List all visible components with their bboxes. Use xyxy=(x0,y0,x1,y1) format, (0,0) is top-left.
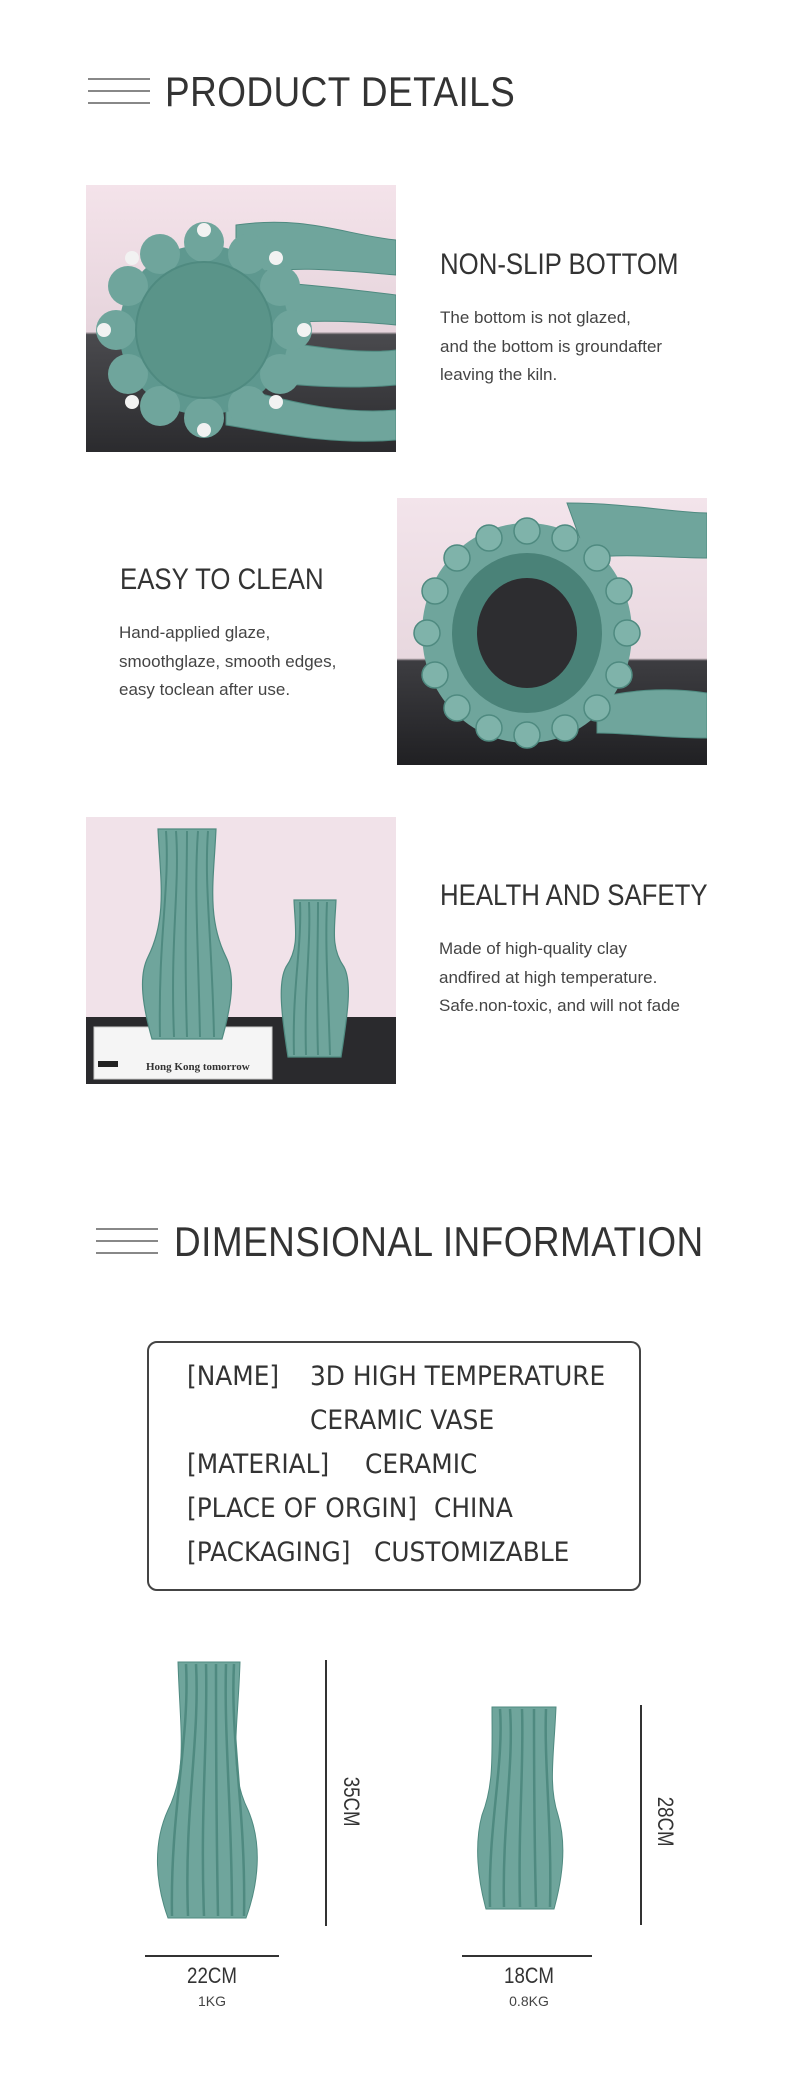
info-value-origin: CHINA xyxy=(434,1493,513,1524)
feature-line: Safe.non-toxic, and will not fade xyxy=(439,996,680,1015)
info-key-origin: [PLACE OF ORGIN] xyxy=(187,1493,417,1524)
width-label-small: 18CM xyxy=(504,1963,554,1988)
section-title-dimensional: DIMENSIONAL INFORMATION xyxy=(174,1218,704,1265)
height-label-small: 28CM xyxy=(653,1796,678,1847)
feature-line: leaving the kiln. xyxy=(440,365,558,384)
info-value-name: 3D HIGH TEMPERATURE xyxy=(310,1361,606,1392)
photo-vase-bottom xyxy=(86,185,396,452)
info-key-packaging: [PACKAGING] xyxy=(187,1537,351,1568)
photo-vase-opening xyxy=(397,498,707,765)
feature-text-easy-clean xyxy=(119,619,336,705)
feature-text-non-slip xyxy=(440,304,662,390)
vase-small-image xyxy=(472,1705,567,1913)
width-label-large: 22CM xyxy=(187,1963,237,1988)
weight-label-large: 1KG xyxy=(197,1993,226,2009)
feature-line: andfired at high temperature. xyxy=(439,967,658,987)
info-value-packaging: CUSTOMIZABLE xyxy=(374,1537,570,1568)
feature-line: and the bottom is groundafter xyxy=(440,336,663,356)
weight-label-small: 0.8KG xyxy=(509,1993,549,2009)
menu-lines-icon xyxy=(88,78,150,104)
feature-line: Made of high-quality clay xyxy=(439,939,628,958)
height-label-large: 35CM xyxy=(339,1776,364,1827)
info-value-name-cont: CERAMIC VASE xyxy=(310,1405,495,1436)
menu-lines-icon xyxy=(96,1228,158,1254)
width-line-large xyxy=(145,1955,279,1957)
feature-title-easy-clean: EASY TO CLEAN xyxy=(120,563,324,596)
photo-two-vases xyxy=(86,817,396,1084)
feature-title-health-safety: HEALTH AND SAFETY xyxy=(440,879,708,912)
info-key-material: [MATERIAL] xyxy=(187,1449,330,1480)
height-line-small xyxy=(640,1705,642,1925)
height-line-large xyxy=(325,1660,327,1926)
feature-line: The bottom is not glazed, xyxy=(440,308,631,327)
section-title-product-details: PRODUCT DETAILS xyxy=(165,68,516,115)
width-line-small xyxy=(462,1955,592,1957)
info-key-name: [NAME] xyxy=(187,1361,280,1392)
feature-line: easy toclean after use. xyxy=(119,680,291,699)
info-value-material: CERAMIC xyxy=(365,1449,478,1480)
feature-line: smoothglaze, smooth edges, xyxy=(119,651,337,671)
vase-large-image xyxy=(148,1660,268,1925)
feature-line: Hand-applied glaze, xyxy=(119,623,271,642)
feature-text-health-safety xyxy=(439,935,680,1021)
book-title-text: Hong Kong tomorrow xyxy=(146,1061,250,1073)
feature-title-non-slip: NON-SLIP BOTTOM xyxy=(440,248,679,281)
